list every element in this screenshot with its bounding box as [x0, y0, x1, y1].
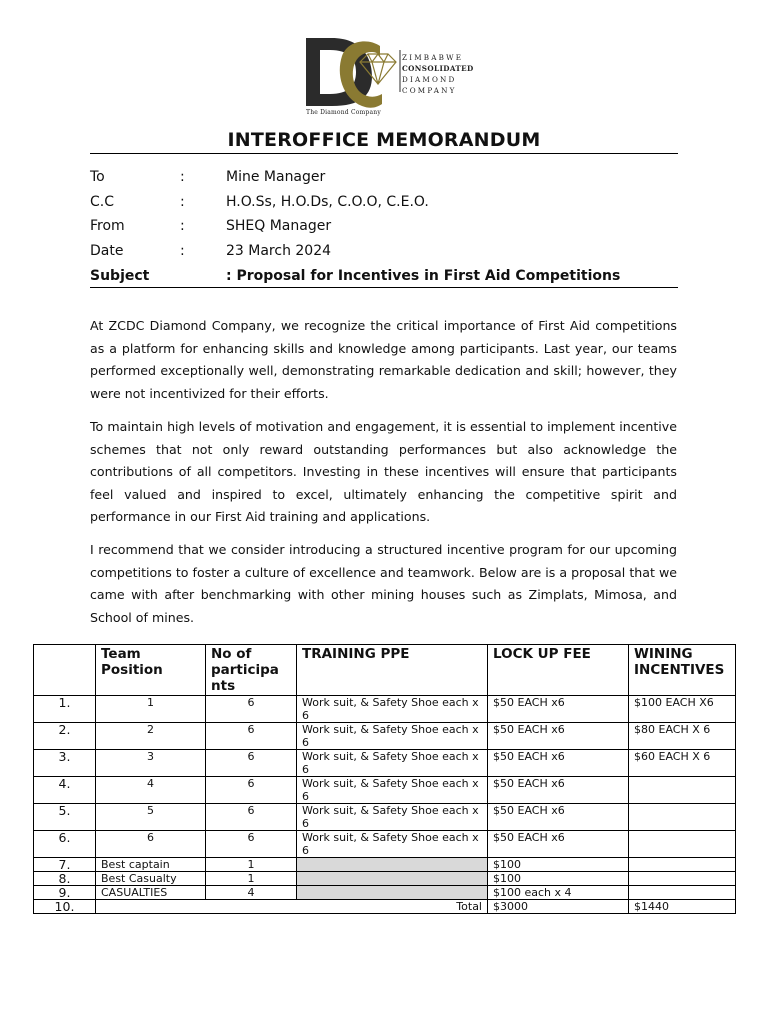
table-row — [34, 750, 736, 777]
participant-count: 6 — [206, 696, 297, 723]
total-label: Total — [96, 900, 488, 914]
table-row — [34, 696, 736, 723]
logo-line: DIAMOND — [402, 75, 457, 84]
from-colon: : — [180, 218, 185, 234]
lock-up-fee: $50 EACH x6 — [488, 777, 629, 804]
memo-title: INTEROFFICE MEMORANDUM — [227, 129, 541, 151]
wining-incentive: $60 EACH X 6 — [629, 750, 736, 777]
header-cell: WINING INCENTIVES — [629, 645, 736, 696]
logo-line: ZIMBABWE — [402, 53, 464, 62]
participant-count: 4 — [206, 886, 297, 900]
header-cell: TRAINING PPE — [297, 645, 488, 696]
body-paragraph: To maintain high levels of motivation and engagement, it is essential to implement incentive schemes that not only reward outstanding performances but also acknowledge the contributions of all competitors. Investing in these incentives will ensure that participants feel valued and inspired to excel, ultimately enhancing the competitive spirit and performance in our First Aid training and applications. — [90, 419, 677, 525]
logo-line: CONSOLIDATED — [402, 64, 474, 73]
to-colon: : — [180, 169, 185, 185]
subject-label: Subject — [90, 268, 150, 284]
wining-incentive — [629, 886, 736, 900]
lock-up-fee: $50 EACH x6 — [488, 723, 629, 750]
team-position: Best Casualty — [96, 872, 206, 886]
table-row — [34, 723, 736, 750]
subject-value: : Proposal for Incentives in First Aid Competitions — [226, 268, 621, 284]
row-number: 3. — [34, 750, 96, 777]
date-label: Date — [90, 243, 124, 259]
participant-count: 1 — [206, 872, 297, 886]
training-ppe: Work suit, & Safety Shoe each x 6 — [297, 804, 488, 831]
cc-value: H.O.Ss, H.O.Ds, C.O.O, C.E.O. — [226, 194, 429, 210]
cc-colon: : — [180, 194, 185, 210]
total-wining-incentive: $1440 — [629, 900, 736, 914]
date-value: 23 March 2024 — [226, 243, 332, 259]
team-position: 4 — [96, 777, 206, 804]
row-number: 8. — [34, 872, 96, 886]
training-ppe: Work suit, & Safety Shoe each x 6 — [297, 777, 488, 804]
lock-up-fee: $100 — [488, 858, 629, 872]
participant-count: 1 — [206, 858, 297, 872]
team-position: CASUALTIES — [96, 886, 206, 900]
lock-up-fee: $50 EACH x6 — [488, 750, 629, 777]
team-position: 6 — [96, 831, 206, 858]
training-ppe: Work suit, & Safety Shoe each x 6 — [297, 750, 488, 777]
row-number: 6. — [34, 831, 96, 858]
team-position: Best captain — [96, 858, 206, 872]
team-position: 3 — [96, 750, 206, 777]
lock-up-fee: $100 each x 4 — [488, 886, 629, 900]
training-ppe: Work suit, & Safety Shoe each x 6 — [297, 831, 488, 858]
team-position: 1 — [96, 696, 206, 723]
header-cell: LOCK UP FEE — [488, 645, 629, 696]
logo-line: COMPANY — [402, 86, 457, 95]
participant-count: 6 — [206, 777, 297, 804]
table-row — [34, 804, 736, 831]
total-lock-up-fee: $3000 — [488, 900, 629, 914]
title-rule — [90, 153, 678, 154]
lock-up-fee: $50 EACH x6 — [488, 804, 629, 831]
wining-incentive — [629, 872, 736, 886]
table-row — [34, 831, 736, 858]
table-total-row — [34, 900, 736, 914]
lock-up-fee: $100 — [488, 872, 629, 886]
training-ppe — [297, 858, 488, 872]
logo-tagline: The Diamond Company — [306, 109, 381, 116]
table-header-row — [34, 645, 736, 696]
row-number: 10. — [34, 900, 96, 914]
wining-incentive — [629, 804, 736, 831]
table-row — [34, 777, 736, 804]
from-label: From — [90, 218, 125, 234]
row-number: 4. — [34, 777, 96, 804]
header-cell — [34, 645, 96, 696]
row-number: 9. — [34, 886, 96, 900]
lock-up-fee: $50 EACH x6 — [488, 696, 629, 723]
row-number: 2. — [34, 723, 96, 750]
row-number: 7. — [34, 858, 96, 872]
cc-label: C.C — [90, 194, 115, 210]
table-row — [34, 858, 736, 872]
to-value: Mine Manager — [226, 169, 326, 185]
participant-count: 6 — [206, 750, 297, 777]
wining-incentive: $100 EACH X6 — [629, 696, 736, 723]
body-paragraph: At ZCDC Diamond Company, we recognize the critical importance of First Aid competitions as a platform for enhancing skills and knowledge among participants. Last year, our teams performed exceptionally well, demonstrating remarkable dedication and skill; however, they were not incentivized for their efforts. — [90, 318, 677, 401]
row-number: 5. — [34, 804, 96, 831]
wining-incentive — [629, 777, 736, 804]
lock-up-fee: $50 EACH x6 — [488, 831, 629, 858]
participant-count: 6 — [206, 831, 297, 858]
training-ppe: Work suit, & Safety Shoe each x 6 — [297, 723, 488, 750]
table-row — [34, 886, 736, 900]
training-ppe: Work suit, & Safety Shoe each x 6 — [297, 696, 488, 723]
wining-incentive: $80 EACH X 6 — [629, 723, 736, 750]
body-paragraph: I recommend that we consider introducing a structured incentive program for our upcoming competitions to foster a culture of excellence and teamwork. Below are is a proposal that we came with after benchmarking with other mining houses such as Zimplats, Mimosa, and School of mines. — [90, 542, 677, 625]
training-ppe — [297, 886, 488, 900]
training-ppe — [297, 872, 488, 886]
header-rule — [90, 287, 678, 288]
wining-incentive — [629, 858, 736, 872]
row-number: 1. — [34, 696, 96, 723]
to-label: To — [90, 169, 105, 185]
incentive-table — [33, 644, 736, 914]
team-position: 2 — [96, 723, 206, 750]
participant-count: 6 — [206, 804, 297, 831]
header-cell: Team Position — [96, 645, 206, 696]
wining-incentive — [629, 831, 736, 858]
logo-wordmark — [402, 52, 474, 96]
participant-count: 6 — [206, 723, 297, 750]
date-colon: : — [180, 243, 185, 259]
header-cell: No of participa nts — [206, 645, 297, 696]
team-position: 5 — [96, 804, 206, 831]
table-row — [34, 872, 736, 886]
from-value: SHEQ Manager — [226, 218, 332, 234]
